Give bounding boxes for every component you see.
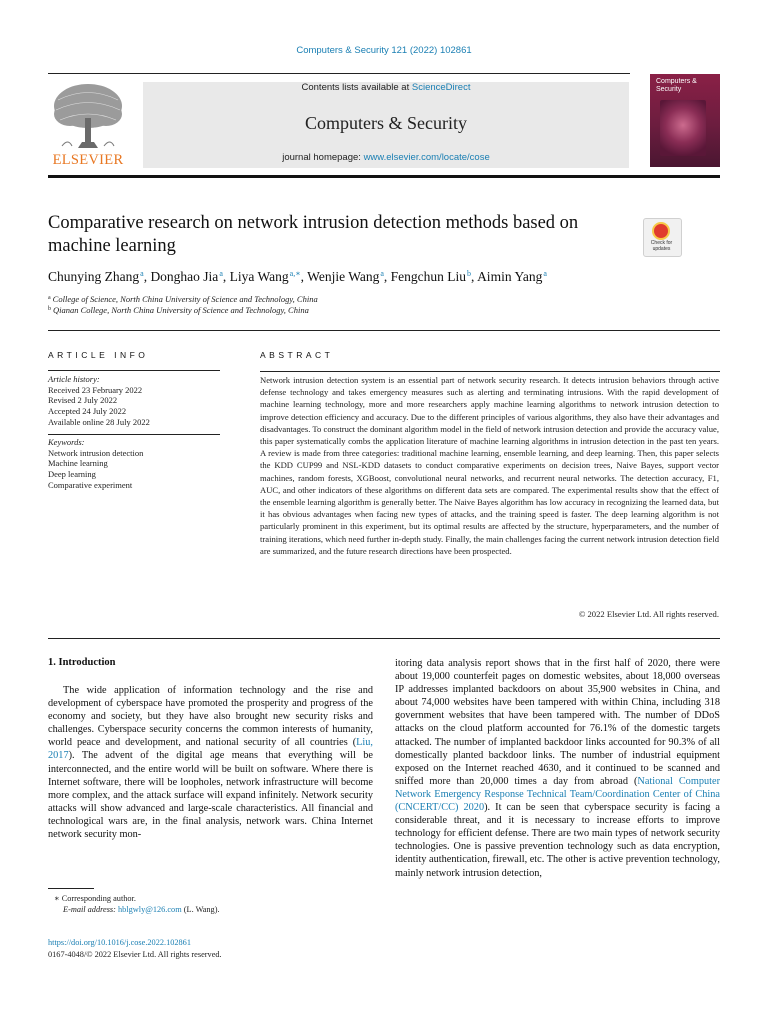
title-bottom-rule [48, 330, 720, 331]
contents-line [143, 82, 629, 93]
author-separator: , [300, 269, 308, 284]
homepage-prefix: journal homepage: [282, 152, 361, 163]
author-list [48, 269, 728, 285]
cover-image [660, 100, 706, 156]
abstract-rule [260, 371, 720, 372]
homepage-line [143, 152, 629, 163]
author-separator: , [143, 269, 151, 284]
author-name[interactable]: Donghao Jia [150, 269, 219, 284]
keywords-rule [48, 434, 220, 435]
header-bottom-rule [48, 175, 720, 178]
author-separator: , [383, 269, 391, 284]
abstract-copyright: © 2022 Elsevier Ltd. All rights reserved. [578, 609, 719, 619]
author-name[interactable]: Fengchun Liu [390, 269, 467, 284]
article-history [48, 374, 226, 428]
author-affiliation-mark[interactable]: a [219, 269, 223, 278]
abstract-bottom-rule [48, 638, 720, 639]
intro-right-column: itoring data analysis report shows that in the first half of 2020, there were about 19,000 counterfeit pages on domestic websites, about 18,000 overseas IP addresses implanted backdoors on about 35,900 websites in China, and about 74,000 websites have been tampered with within China, including 318 government websites that have been tampered with. The number of DDoS attacks on the cloud platform accounted for 76.1% of the domestic targets attacked. The number of implanted backdoor links accounted for 90.3% of all domestically planted backdoor links. The number of industrial equipment exposed on the Internet reached 4630, and it continued to be scanned and sniffed more than 20,000 times a day from abroad (National Computer Network Emergency Response Technical Team/Coordination Center of China (CNCERT/CC) 2020). It can be seen that cyberspace security is facing a considerable threat, and it is necessary to increase efforts to improve technology for efficient defense. There are two main types of network security technologies. One is passive prevention technology such as data encryption, identity authentication, firewall, etc. The other is active prevention technology, mainly network intrusion detection, [395, 658, 720, 879]
author-affiliation-mark[interactable]: a [543, 269, 547, 278]
email-note: E-mail address: hblgwly@126.com (L. Wang). [63, 905, 220, 914]
abstract-text: Network intrusion detection system is an essential part of network security research. It detects intrusion behaviors through active defense technology and takes emergency measures such as alerting and terminating intrusions. With the rapid development of machine learning technology, more and more researchers apply machine learning algorithms to network intrusion detection to improve detection efficiency and accuracy. Due to the different principles of various algorithms, they also have their advantages and disadvantages. To construct the dominant algorithm model in the field of network intrusion detection and provide the accuracy value, this paper systematically combs the application literature of machine learning algorithms in intrusion detection in the past ten years. A review is made from three categories: traditional machine learning, ensemble learning, and deep learning. Then, this paper selects the KDD CUP99 and NSL-KDD datasets to conduct comparative experiments on decision trees, Naive Bayes, support vector machines, random forests, XGBoost, convolutional neural networks, and recurrent neural networks. The detection accuracy, F1, AUC, and other indicators of these algorithms on different data sets are compared. The experimental results show that the effect of the ensemble learning algorithm is generally better. The Naive Bayes algorithm has low accuracy in recognizing the learned data, but it has obvious advantages when facing new types of attacks, and the training speed is faster. The deep learning algorithm is not particularly prominent in this experiment, but its optimal results are affected by the structure, hyperparameters, and the number of training iterations, which need further in-depth study. Finally, the main challenges facing the current network intrusion detection field are summarized, and the future research directions have been prospected. [260, 375, 719, 556]
keyword: Machine learning [48, 458, 108, 469]
affiliation-a: $^a$ College of Science, North China University of Science and Technology, China [48, 294, 318, 304]
crossmark-icon [652, 222, 670, 240]
keywords-block [48, 437, 226, 491]
history-revised: Revised 2 July 2022 [48, 395, 118, 406]
homepage-link[interactable]: www.elsevier.com/locate/cose [363, 152, 490, 163]
author-affiliation-mark[interactable]: a,∗ [289, 269, 301, 278]
author-affiliation-mark[interactable]: b [467, 269, 472, 278]
keyword: Comparative experiment [48, 479, 133, 490]
issn-line: 0167-4048/© 2022 Elsevier Ltd. All rights reserved. [48, 950, 222, 959]
history-accepted: Accepted 24 July 2022 [48, 406, 127, 417]
doi-link[interactable]: https://doi.org/10.1016/j.cose.2022.102861 [48, 938, 191, 947]
citation-link[interactable]: Liu, 2017 [48, 737, 373, 762]
corresponding-author-note: ∗ Corresponding author. [54, 894, 136, 903]
author-name[interactable]: Chunying Zhang [48, 269, 140, 284]
footnote-rule [48, 888, 94, 889]
contents-prefix: Contents lists available at [301, 82, 410, 93]
author-separator: , [471, 269, 478, 284]
sciencedirect-link[interactable]: ScienceDirect [411, 82, 471, 93]
article-info-heading: ARTICLE INFO [48, 350, 149, 360]
article-info-rule [48, 370, 220, 371]
email-link[interactable]: hblgwly@126.com [118, 905, 182, 914]
author-separator: , [222, 269, 230, 284]
history-online: Available online 28 July 2022 [48, 416, 150, 427]
keyword: Network intrusion detection [48, 447, 144, 458]
header-top-rule [48, 73, 630, 74]
history-received: Received 23 February 2022 [48, 384, 143, 395]
author-name[interactable]: Liya Wang [229, 269, 289, 284]
abstract-heading: ABSTRACT [260, 350, 334, 360]
citation-link[interactable]: National Computer Network Emergency Response Technical Team/Coordination Center of China (CNCERT/CC) 2020 [395, 775, 720, 814]
history-label: Article history: [48, 374, 100, 384]
author-affiliation-mark[interactable]: a [380, 269, 384, 278]
publisher-wordmark: ELSEVIER [52, 152, 124, 168]
section-heading-introduction: 1. Introduction [48, 657, 116, 668]
affiliation-b: $^b$ Qianan College, North China University of Science and Technology, China [48, 305, 309, 315]
article-title: Comparative research on network intrusion detection methods based on machine learning [48, 213, 579, 256]
author-affiliation-mark[interactable]: a [140, 269, 144, 278]
author-name[interactable]: Aimin Yang [477, 269, 543, 284]
intro-left-column: The wide application of information technology and the rise and development of cyberspace have promoted the prosperity and progress of the economy and society, but they have also brought new security risks and challenges. Cyberspace security concerns the common interests of humanity, world peace and development, and national security of all countries (Liu, 2017). The advent of the digital age means that everything will be interconnected, and the entire world will be built on software. Where there is Internet software, there will be loopholes, network infrastructure will become more complex, and the attack surface will expand infinitely. Network security attacks will show advanced and large-scale characteristics. All financial and technological wars are, in the final analysis, network wars. China Internet network security mon- [48, 685, 373, 841]
cover-title: Computers & Security [656, 78, 697, 93]
keywords-label: Keywords: [48, 437, 85, 447]
author-name[interactable]: Wenjie Wang [307, 269, 380, 284]
keyword: Deep learning [48, 469, 96, 480]
journal-name: Computers & Security [305, 113, 467, 133]
journal-reference[interactable]: Computers & Security 121 (2022) 102861 [296, 45, 472, 56]
crossmark-label: Check for updates [650, 240, 673, 252]
